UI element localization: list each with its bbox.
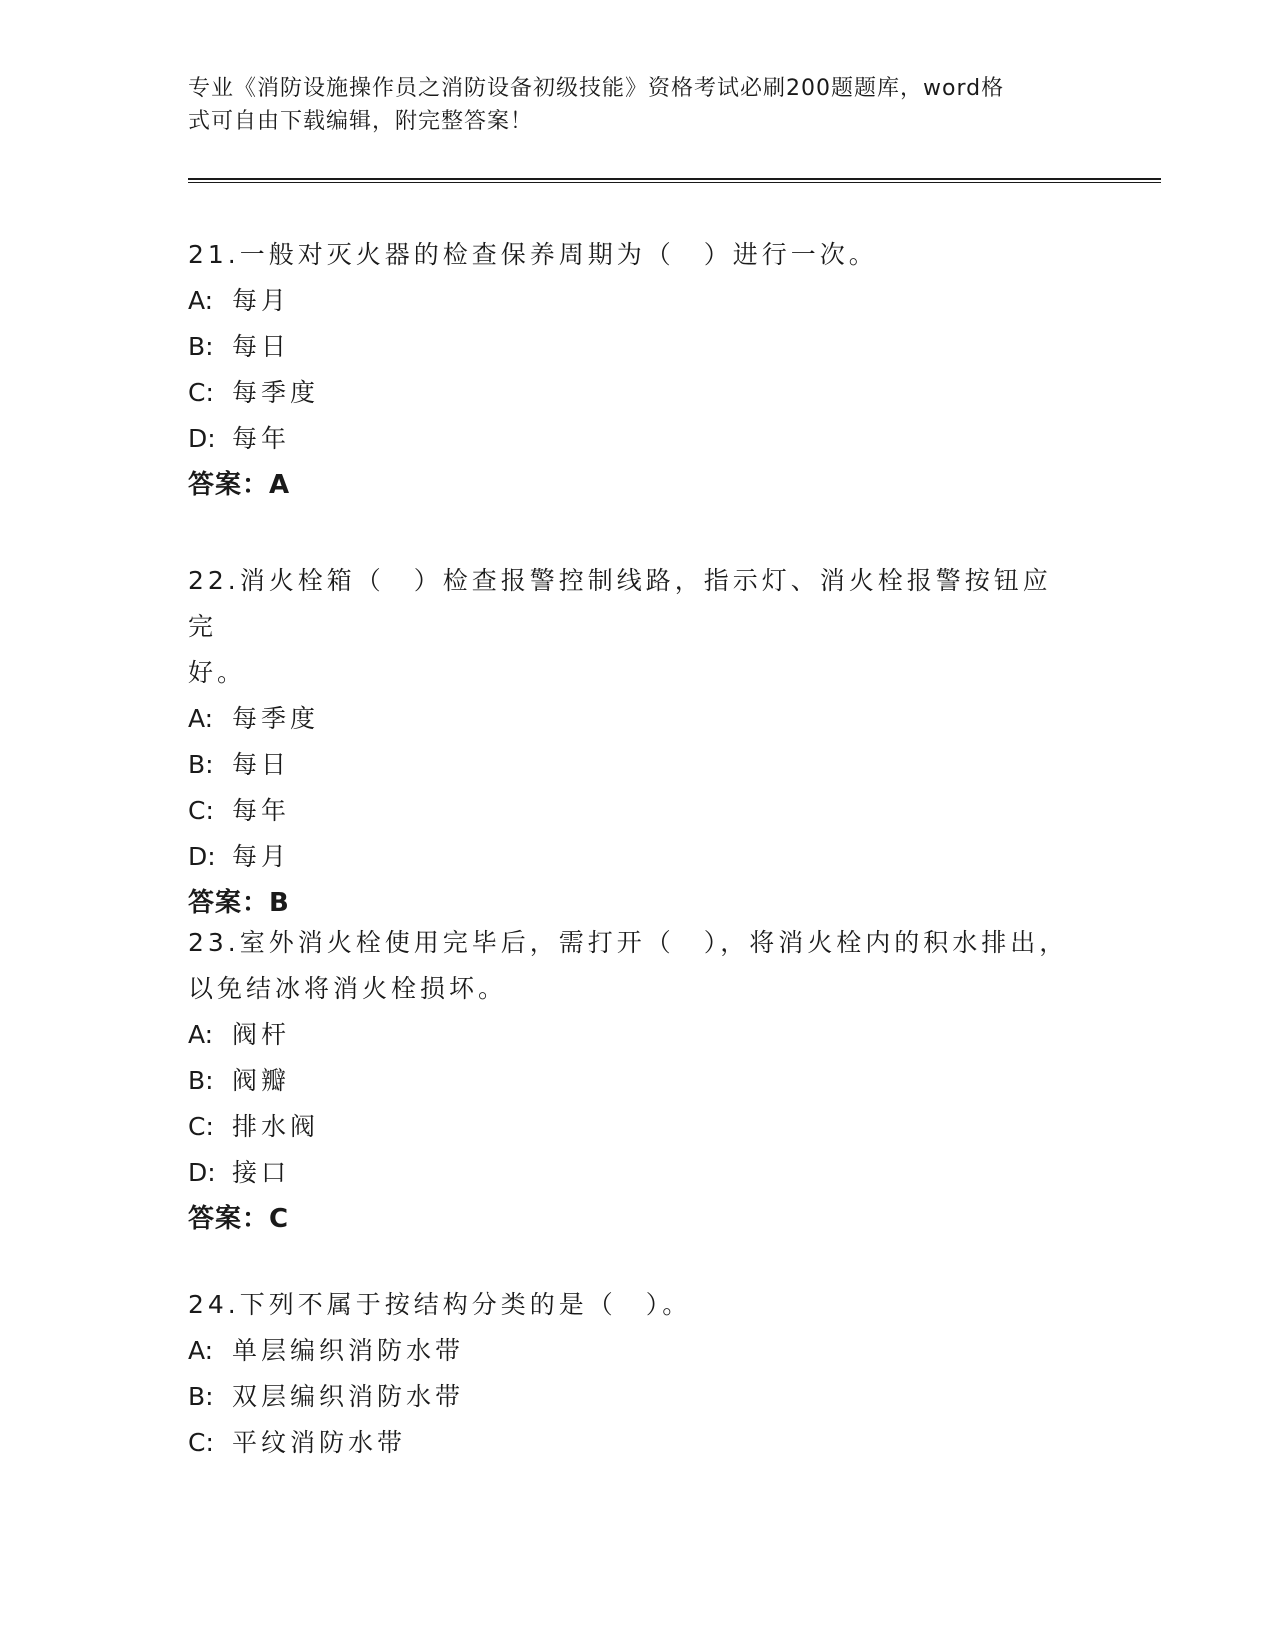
option-text: 每年 [232,424,291,453]
option-text: 阀杆 [232,1020,291,1049]
question-text: 23.室外消火栓使用完毕后，需打开（ ），将消火栓内的积水排出， [188,928,1069,957]
option-letter: B: [188,750,214,779]
question-text: 21.一般对灭火器的检查保养周期为（ ）进行一次。 [188,240,878,269]
document-header [188,72,1068,138]
option-text: 每月 [232,286,291,315]
option-text: 每年 [232,796,291,825]
option-b [188,324,1078,370]
option-letter: D: [188,1158,216,1187]
option-letter: B: [188,1066,214,1095]
option-letter: A: [188,704,214,733]
option-a [188,696,1078,742]
option-a [188,278,1078,324]
option-letter: C: [188,796,214,825]
question-21 [188,232,1078,508]
option-d [188,416,1078,462]
option-text: 每季度 [232,378,320,407]
answer: 答案：A [188,470,291,500]
question-23 [188,920,1078,1242]
option-text: 接口 [232,1158,291,1187]
question-22 [188,558,1078,926]
option-text: 每季度 [232,704,320,733]
question-text: 22.消火栓箱（ ）检查报警控制线路，指示灯、消火栓报警按钮应完 [188,566,1052,641]
option-text: 每日 [232,750,291,779]
option-letter: D: [188,424,216,453]
option-c [188,370,1078,416]
answer: 答案：B [188,888,290,918]
question-text-continued: 好。 [188,658,247,687]
header-divider [188,178,1161,183]
option-d [188,1150,1078,1196]
option-letter: A: [188,1336,214,1365]
option-d [188,834,1078,880]
option-b [188,1058,1078,1104]
option-a [188,1012,1078,1058]
option-c [188,788,1078,834]
header-line-2: 式可自由下载编辑，附完整答案！ [188,109,534,134]
option-letter: C: [188,1112,214,1141]
header-line-1: 专业《消防设施操作员之消防设备初级技能》资格考试必刷200题题库，word格 [188,76,1005,101]
option-text: 双层编织消防水带 [232,1382,465,1411]
option-letter: A: [188,1020,214,1049]
option-b [188,742,1078,788]
option-letter: C: [188,1428,214,1457]
option-letter: D: [188,842,216,871]
option-text: 平纹消防水带 [232,1428,407,1457]
option-text: 排水阀 [232,1112,320,1141]
option-text: 每日 [232,332,291,361]
option-b [188,1374,1078,1420]
question-24 [188,1282,1078,1466]
option-letter: A: [188,286,214,315]
option-text: 每月 [232,842,291,871]
option-text: 阀瓣 [232,1066,291,1095]
option-letter: B: [188,1382,214,1411]
question-text: 24.下列不属于按结构分类的是（ ）。 [188,1290,692,1319]
answer: 答案：C [188,1204,290,1234]
option-a [188,1328,1078,1374]
option-letter: B: [188,332,214,361]
option-text: 单层编织消防水带 [232,1336,465,1365]
option-c [188,1420,1078,1466]
question-text-continued: 以免结冰将消火栓损坏。 [188,974,508,1003]
option-letter: C: [188,378,214,407]
option-c [188,1104,1078,1150]
